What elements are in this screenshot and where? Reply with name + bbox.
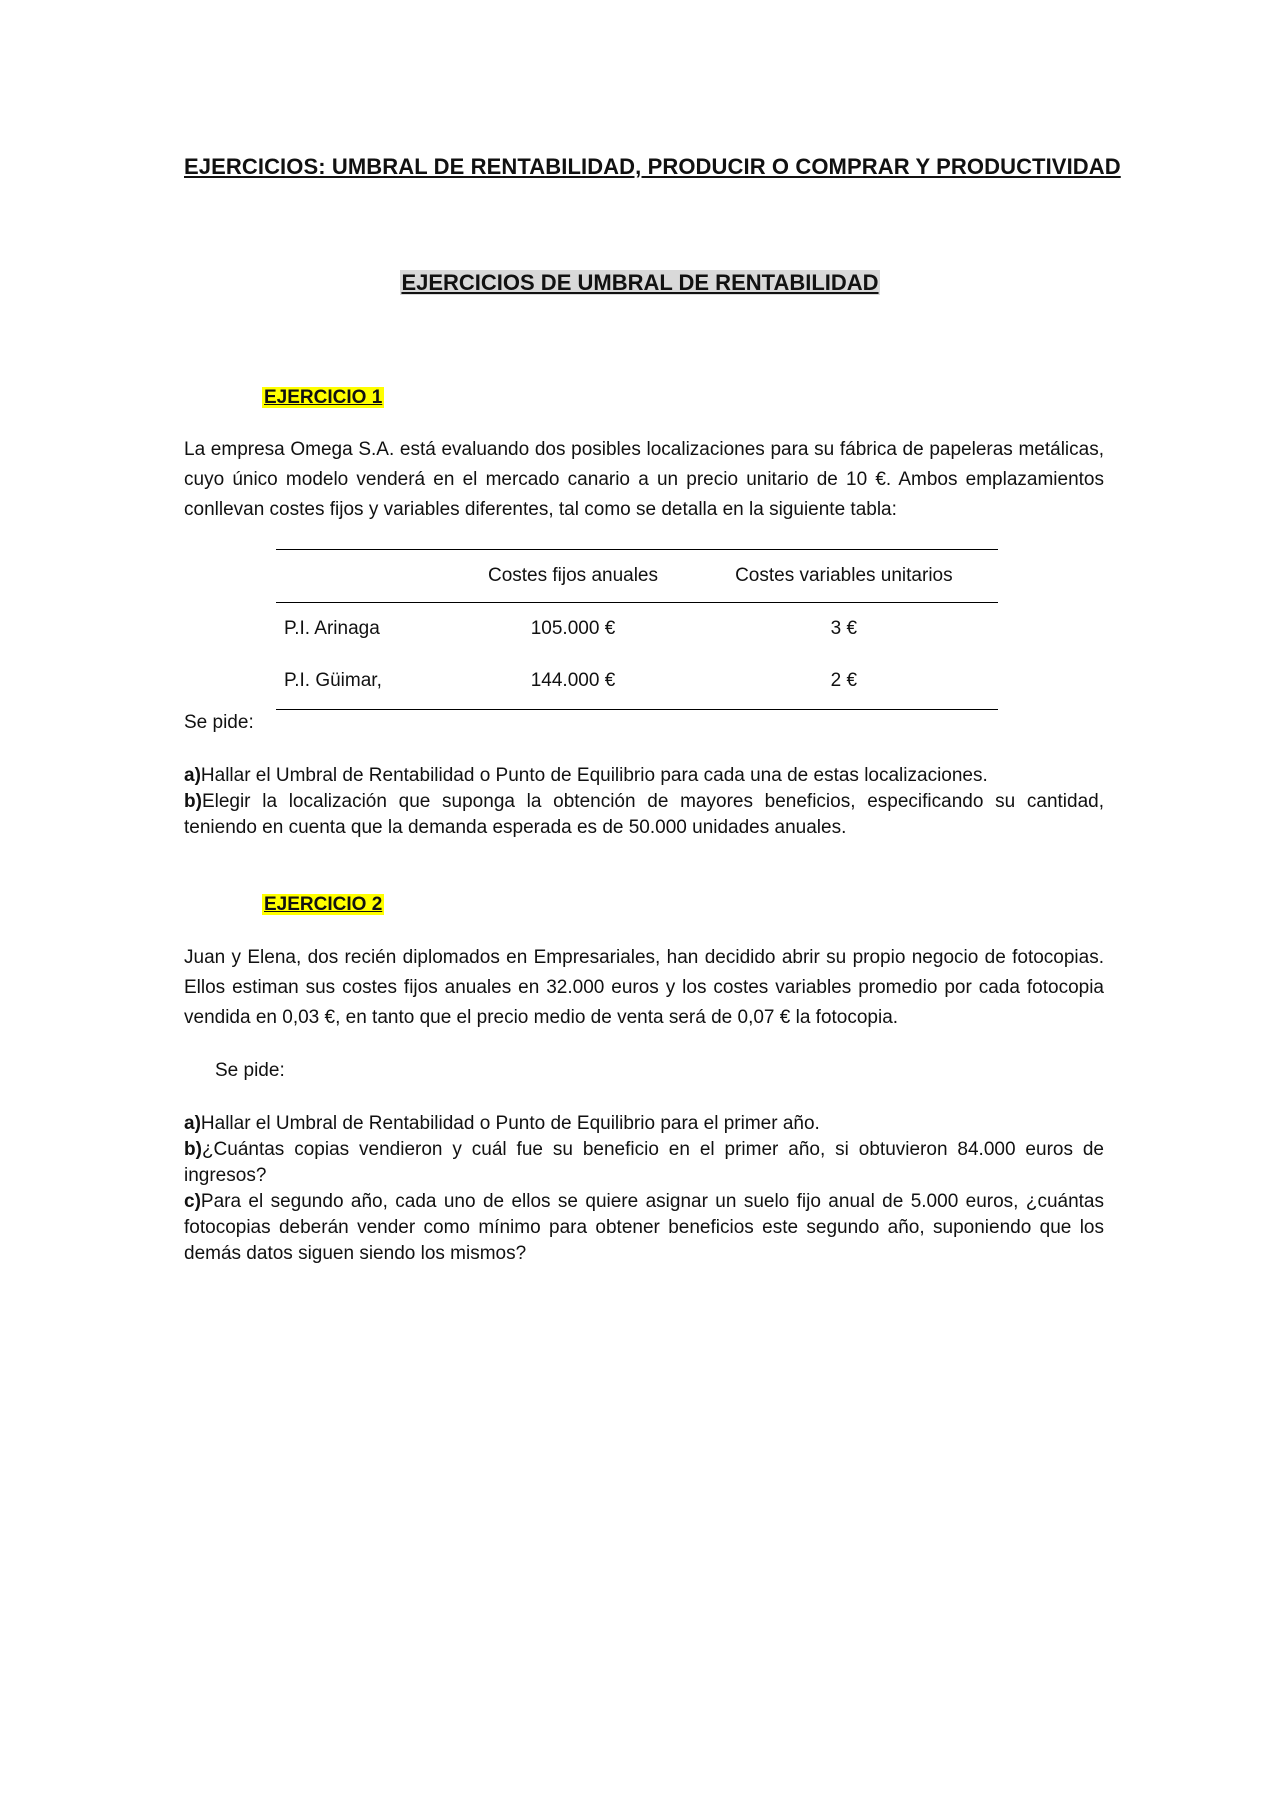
exercise-2-heading-text: EJERCICIO 2: [264, 894, 383, 915]
exercise-2-heading: [262, 894, 384, 916]
table-header-row: [276, 550, 998, 603]
exercise-1-intro: La empresa Omega S.A. está evaluando dos posibles localizaciones para su fábrica de papeleras metálicas, cuyo único modelo venderá en el mercado canario a un precio unitario de 10 €. Ambos emplazamientos conllevan costes fijos y variables diferentes, tal como se detalla en la siguiente tabla:: [184, 439, 1104, 520]
item-marker: b): [184, 1139, 202, 1160]
table-row: [276, 603, 998, 656]
exercise-1-heading-text: EJERCICIO 1: [264, 387, 383, 408]
list-item: [184, 1111, 1104, 1137]
section-title: [0, 270, 1280, 296]
item-text: Hallar el Umbral de Rentabilidad o Punto de Equilibrio para el primer año.: [200, 1113, 820, 1134]
table-cell-fixed-costs: 144.000 €: [530, 670, 616, 691]
list-item: [184, 1137, 1104, 1189]
item-marker: a): [184, 765, 201, 786]
table-cell-location: P.I. Arinaga: [284, 618, 380, 639]
exercise-2-se-pide: Se pide:: [215, 1060, 285, 1081]
exercise-1-items: [184, 763, 1104, 841]
table-header-cell: [276, 550, 456, 603]
item-text: Para el segundo año, cada uno de ellos se quiere asignar un suelo fijo anual de 5.000 euros, ¿cuántas fotocopias deberán vender como mínimo para obtener beneficios este segundo año, suponiendo que los demás datos siguen siendo los mismos?: [184, 1191, 1104, 1264]
item-marker: c): [184, 1191, 201, 1212]
list-item: [184, 1189, 1104, 1267]
item-text: Hallar el Umbral de Rentabilidad o Punto de Equilibrio para cada una de estas localizaciones.: [200, 765, 988, 786]
cost-table: [276, 549, 998, 710]
list-item: [184, 763, 1104, 789]
table-cell-variable-costs: 3 €: [830, 618, 858, 639]
table-bottom-rule: [276, 707, 998, 710]
item-text: Elegir la localización que suponga la obtención de mayores beneficios, especificando su cantidad, teniendo en cuenta que la demanda esperada es de 50.000 unidades anuales.: [184, 791, 1104, 838]
document-title: EJERCICIOS: UMBRAL DE RENTABILIDAD, PRODUCIR O COMPRAR Y PRODUCTIVIDAD: [184, 154, 1121, 179]
exercise-2-items: [184, 1111, 1104, 1267]
exercise-1-se-pide: Se pide:: [184, 712, 254, 733]
list-item: [184, 789, 1104, 841]
table-header-cell: Costes fijos anuales: [487, 565, 659, 586]
exercise-1-heading: [262, 387, 384, 409]
exercise-2-intro: Juan y Elena, dos recién diplomados en Empresariales, han decidido abrir su propio negocio de fotocopias. Ellos estiman sus costes fijos anuales en 32.000 euros y los costes variables promedio por cada fotocopia vendida en 0,03 €, en tanto que el precio medio de venta será de 0,07 € la fotocopia.: [184, 947, 1104, 1028]
table-cell-location: P.I. Güimar,: [284, 670, 382, 691]
table-row: [276, 655, 998, 707]
table-header-cell: Costes variables unitarios: [735, 565, 953, 586]
section-title-text: EJERCICIOS DE UMBRAL DE RENTABILIDAD: [401, 270, 879, 295]
table-cell-fixed-costs: 105.000 €: [530, 618, 616, 639]
item-marker: b): [184, 791, 202, 812]
item-text: ¿Cuántas copias vendieron y cuál fue su beneficio en el primer año, si obtuvieron 84.000 euros de ingresos?: [184, 1139, 1104, 1186]
item-marker: a): [184, 1113, 201, 1134]
table-cell-variable-costs: 2 €: [830, 670, 858, 691]
